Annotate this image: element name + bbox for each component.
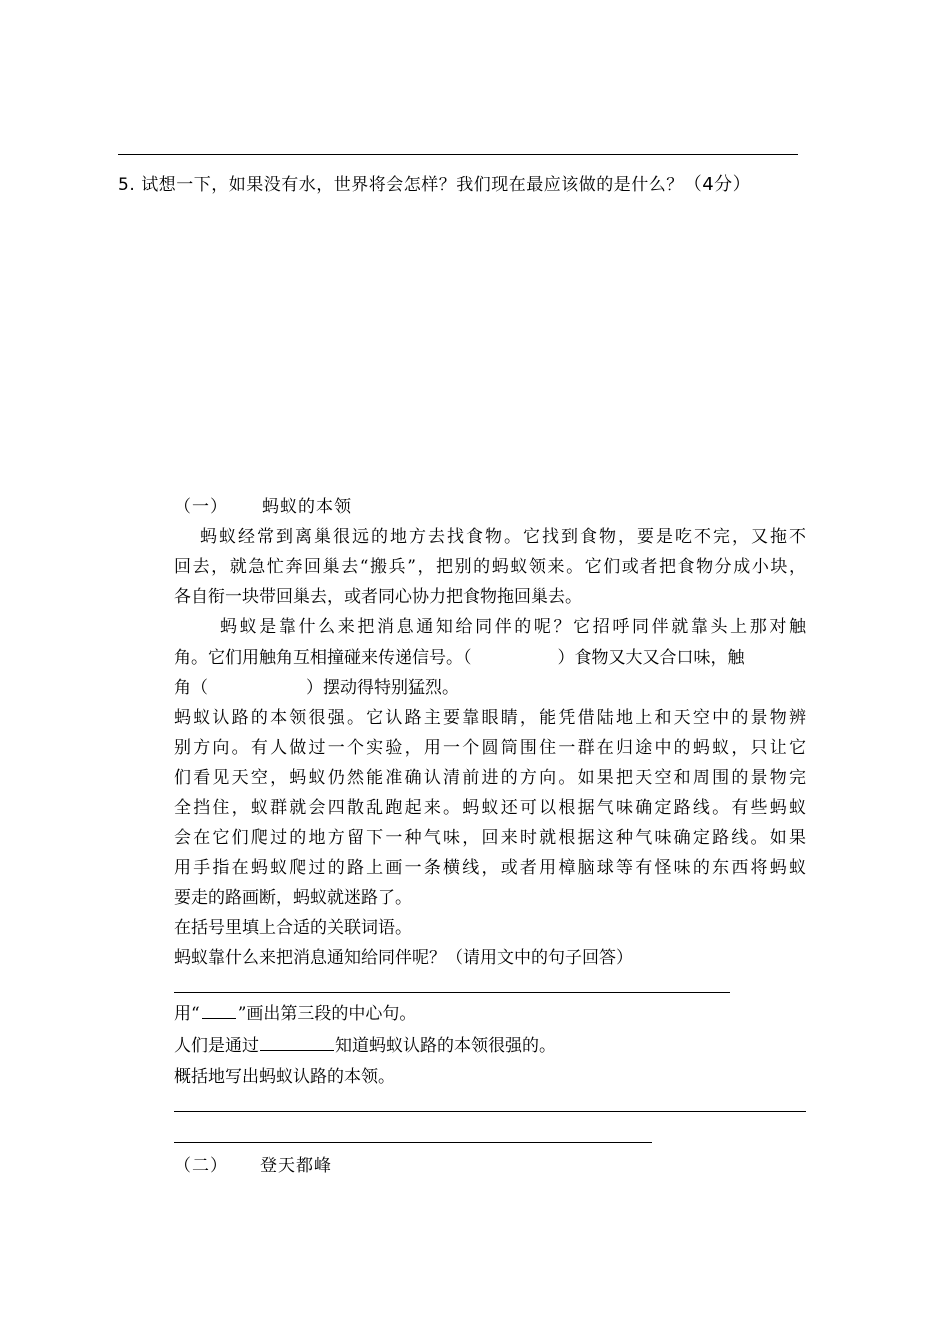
answer-line-top bbox=[118, 154, 798, 155]
exercise-5: 概括地写出蚂蚁认路的本领。 bbox=[174, 1067, 395, 1087]
para2-line1: 蚂蚁是靠什么来把消息通知给同伴的呢？它招呼同伴就靠头上那对触 bbox=[220, 617, 806, 637]
answer-line-3b bbox=[174, 1142, 652, 1143]
para1-line3: 各自衔一块带回巢去，或者同心协力把食物拖回巢去。 bbox=[174, 587, 582, 607]
section-2-label: （二） bbox=[174, 1156, 228, 1176]
exercise-2: 蚂蚁靠什么来把消息通知给同伴呢？（请用文中的句子回答） bbox=[174, 948, 633, 968]
exercise-3 bbox=[174, 999, 416, 1029]
answer-line-2 bbox=[174, 992, 730, 993]
para3-line3: 们看见天空，蚂蚁仍然能准确认清前进的方向。如果把天空和周围的景物完 bbox=[174, 768, 806, 788]
question-5-text: 试想一下，如果没有水，世界将会怎样？我们现在最应该做的是什么？ bbox=[141, 175, 684, 195]
exercise-4-start: 人们是通过 bbox=[174, 1036, 259, 1056]
para2-line2-start: 角。它们用触角互相撞碰来传递信号。（ bbox=[174, 648, 472, 668]
para2-line2 bbox=[174, 643, 745, 673]
para3-line4: 全挡住，蚁群就会四散乱跑起来。蚂蚁还可以根据气味确定路线。有些蚂蚁 bbox=[174, 798, 806, 818]
section-1-title: 蚂蚁的本领 bbox=[262, 497, 352, 517]
para2-line2-end: ）食物又大又合口味，触 bbox=[557, 648, 745, 668]
para2-line3-end: ）摆动得特别猛烈。 bbox=[306, 678, 459, 698]
exercise-3-end: ”画出第三段的中心句。 bbox=[237, 1004, 417, 1024]
section-1-label: （一） bbox=[174, 497, 228, 517]
para3-line2: 别方向。有人做过一个实验，用一个圆筒围住一群在归途中的蚂蚁，只让它 bbox=[174, 738, 806, 758]
para1-line2: 回去，就急忙奔回巢去“搬兵”，把别的蚂蚁领来。它们或者把食物分成小块， bbox=[174, 557, 806, 577]
para2-line3-start: 角（ bbox=[174, 678, 208, 698]
question-5 bbox=[118, 170, 751, 200]
section-2-heading bbox=[174, 1151, 332, 1181]
question-5-score: （4分） bbox=[683, 174, 752, 195]
fill-blank-4[interactable] bbox=[260, 1032, 334, 1051]
answer-line-3a bbox=[174, 1111, 806, 1112]
section-1-heading bbox=[174, 492, 352, 522]
exercise-4-end: 知道蚂蚁认路的本领很强的。 bbox=[335, 1036, 556, 1056]
exercise-3-start: 用“ bbox=[174, 1004, 200, 1024]
para3-line7: 要走的路画断，蚂蚁就迷路了。 bbox=[174, 888, 412, 908]
para3-line5: 会在它们爬过的地方留下一种气味，回来时就根据这种气味确定路线。如果 bbox=[174, 828, 806, 848]
para1-line1: 蚂蚁经常到离巢很远的地方去找食物。它找到食物，要是吃不完，又拖不 bbox=[200, 527, 806, 547]
exercise-4 bbox=[174, 1031, 556, 1061]
underline-sample bbox=[202, 1000, 236, 1019]
section-2-title: 登天都峰 bbox=[260, 1156, 332, 1176]
para3-line1: 蚂蚁认路的本领很强。它认路主要靠眼睛，能凭借陆地上和天空中的景物辨 bbox=[174, 708, 806, 728]
para3-line6: 用手指在蚂蚁爬过的路上画一条横线，或者用樟脑球等有怪味的东西将蚂蚁 bbox=[174, 858, 806, 878]
question-5-number: 5. bbox=[118, 175, 136, 195]
para2-line3 bbox=[174, 673, 459, 703]
exercise-1: 在括号里填上合适的关联词语。 bbox=[174, 918, 412, 938]
